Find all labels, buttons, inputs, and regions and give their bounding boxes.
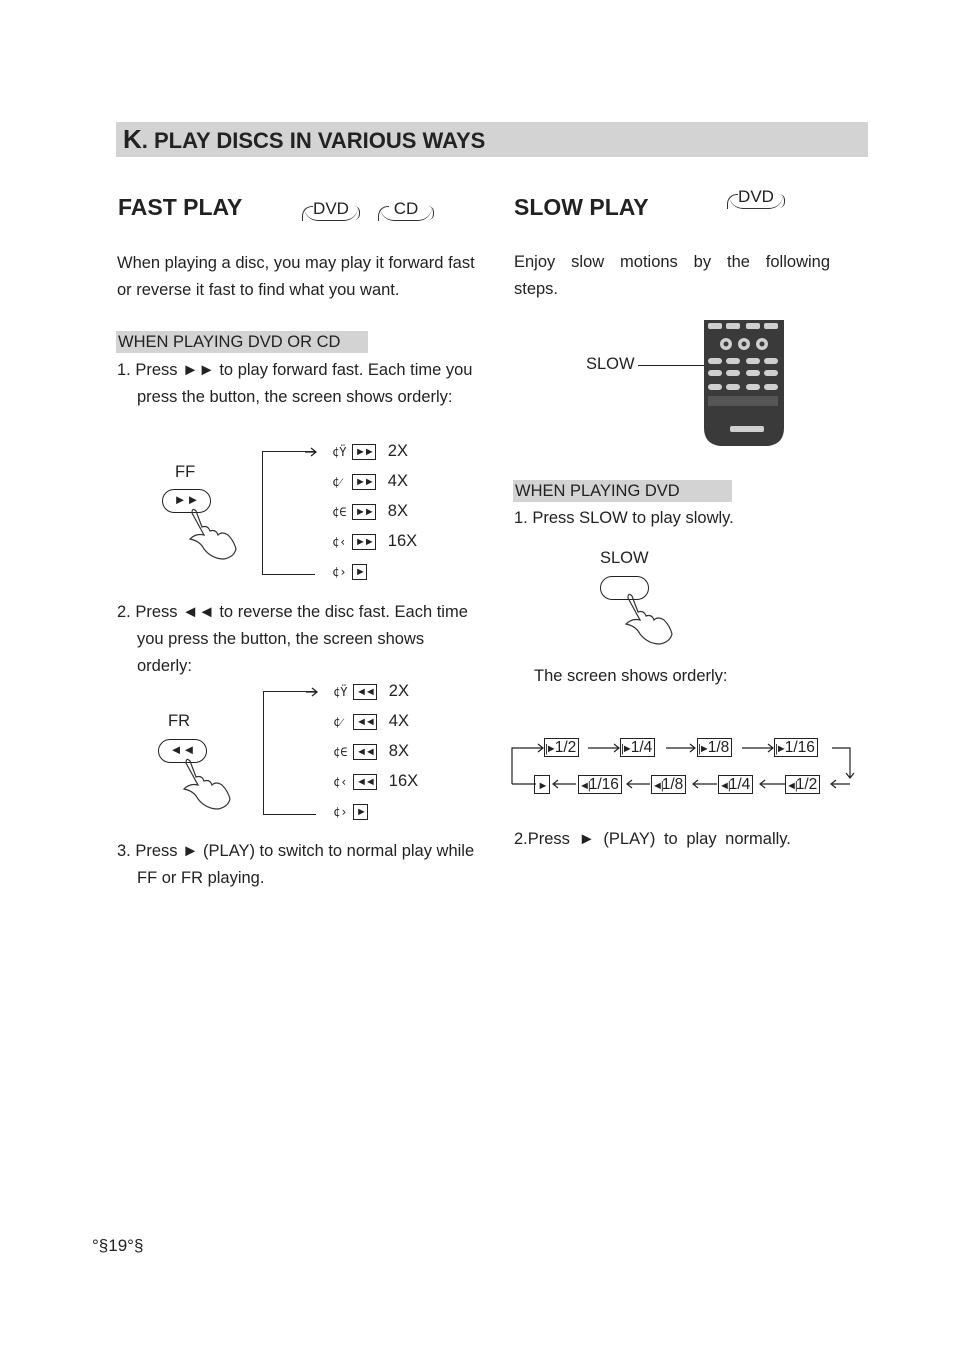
slow-reverse-box: [785, 775, 820, 794]
slow-forward-icon: |►: [775, 743, 785, 755]
hand-pointer-icon: [182, 505, 242, 565]
fr-bracket: [263, 691, 316, 815]
speed-glyph: ¢‹: [333, 774, 348, 789]
page-number: °§19°§: [92, 1236, 144, 1255]
hand-pointer-icon: [176, 755, 236, 815]
section-title: [123, 124, 485, 155]
slow-forward-box: [544, 738, 579, 757]
ff-speed-row: [332, 472, 408, 492]
ff-icon: ►►: [352, 444, 376, 460]
fr-icon: ◄◄: [353, 774, 377, 790]
ff-speed-row: [332, 442, 408, 462]
fr-label: FR: [168, 712, 190, 730]
speed-glyph: ¢›: [333, 805, 348, 819]
ff-icon: ►►: [352, 474, 376, 490]
screen-shows-text: The screen shows orderly:: [534, 667, 728, 685]
fast-play-step3: 3. Press ► (PLAY) to switch to normal play while FF or FR playing.: [117, 842, 475, 887]
slow-speed-value: 1/4: [630, 739, 653, 756]
play-icon: ►: [537, 780, 547, 792]
slow-forward-icon: |►: [698, 743, 708, 755]
slow-speed-value: 1/16: [588, 776, 619, 793]
speed-glyph: ¢⁄: [332, 474, 342, 489]
slow-speed-value: 1/16: [784, 739, 815, 756]
slow-forward-box: [697, 738, 732, 757]
fr-speed-row: [333, 772, 418, 792]
ff-speed-row: [332, 532, 417, 552]
remote-control-image: [702, 320, 786, 448]
speed-glyph: ¢∈: [333, 744, 348, 759]
slow-forward-icon: |►: [621, 743, 631, 755]
slow-button-label: SLOW: [600, 549, 649, 567]
ff-icon: ►►: [352, 534, 376, 550]
slow-reverse-box: [718, 775, 753, 794]
speed-value: 16X: [388, 772, 419, 790]
speed-glyph: ¢›: [332, 565, 347, 579]
speed-value: 2X: [387, 442, 408, 460]
play-box: [534, 775, 550, 794]
fast-play-subheading: WHEN PLAYING DVD OR CD: [116, 331, 368, 353]
slow-play-step2: 2.Press ► (PLAY) to play normally.: [514, 830, 791, 848]
slow-speed-value: 1/8: [661, 776, 684, 793]
fast-play-step2: 2. Press ◄◄ to reverse the disc fast. Each time you press the button, the screen shows orderly:: [117, 603, 468, 675]
dvd-badge: DVD: [304, 198, 358, 221]
arrow-right-icon: [306, 686, 320, 698]
fr-icon: ◄◄: [353, 744, 377, 760]
slow-forward-icon: |►: [545, 743, 555, 755]
slow-play-intro: Enjoy slow motions by the following steps.: [514, 253, 830, 298]
slow-speed-value: 1/8: [707, 739, 730, 756]
fr-button: ◄◄: [158, 739, 207, 763]
speed-glyph: ¢⁄: [333, 714, 343, 729]
speed-value: 4X: [387, 472, 408, 490]
cd-badge: CD: [380, 198, 432, 221]
speed-value: 16X: [387, 532, 418, 550]
hand-pointer-icon: [618, 590, 678, 650]
slow-forward-box: [620, 738, 655, 757]
speed-glyph: ¢∈: [332, 504, 347, 519]
play-icon: ►: [352, 564, 367, 580]
section-letter: K: [123, 124, 142, 154]
dvd-badge: DVD: [729, 186, 783, 209]
ff-speed-row: [332, 502, 408, 522]
fast-play-intro: When playing a disc, you may play it forward fast or reverse it fast to find what you want.: [117, 254, 475, 299]
fr-speed-row: [333, 712, 409, 732]
slow-reverse-icon: ◄|: [652, 780, 662, 792]
fr-speed-row: [333, 682, 409, 702]
fr-speed-row: [333, 803, 368, 823]
slow-speed-value: 1/2: [554, 739, 577, 756]
ff-button: ►►: [162, 489, 211, 513]
fr-speed-row: [333, 742, 409, 762]
speed-value: 8X: [387, 502, 408, 520]
section-title-text: . PLAY DISCS IN VARIOUS WAYS: [141, 128, 486, 153]
arrow-right-icon: [305, 446, 319, 458]
speed-value: 2X: [388, 682, 409, 700]
ff-icon: ►►: [352, 504, 376, 520]
slow-play-step1: 1. Press SLOW to play slowly.: [514, 509, 734, 527]
fr-icon: ◄◄: [353, 684, 377, 700]
slow-reverse-icon: ◄|: [719, 780, 729, 792]
slow-reverse-icon: ◄|: [786, 780, 796, 792]
slow-reverse-box: [578, 775, 622, 794]
speed-glyph: ¢Ÿ: [332, 444, 347, 459]
ff-label: FF: [175, 463, 196, 481]
leader-line: [638, 365, 710, 366]
fast-play-title: FAST PLAY: [118, 194, 243, 220]
slow-speed-value: 1/4: [728, 776, 751, 793]
ff-speed-row: [332, 563, 367, 583]
slow-forward-box: [774, 738, 818, 757]
play-icon: ►: [353, 804, 368, 820]
fast-play-step1: 1. Press ►► to play forward fast. Each time you press the button, the screen shows orderly:: [117, 361, 473, 406]
speed-glyph: ¢Ÿ: [333, 684, 348, 699]
ff-bracket: [262, 451, 315, 575]
slow-reverse-box: [651, 775, 686, 794]
slow-reverse-icon: ◄|: [579, 780, 589, 792]
speed-glyph: ¢‹: [332, 534, 347, 549]
speed-value: 4X: [388, 712, 409, 730]
speed-value: 8X: [388, 742, 409, 760]
fr-icon: ◄◄: [353, 714, 377, 730]
slow-speed-value: 1/2: [795, 776, 818, 793]
slow-play-subheading: WHEN PLAYING DVD: [513, 480, 732, 502]
remote-slow-label: SLOW: [586, 355, 635, 373]
slow-play-title: SLOW PLAY: [514, 194, 649, 220]
